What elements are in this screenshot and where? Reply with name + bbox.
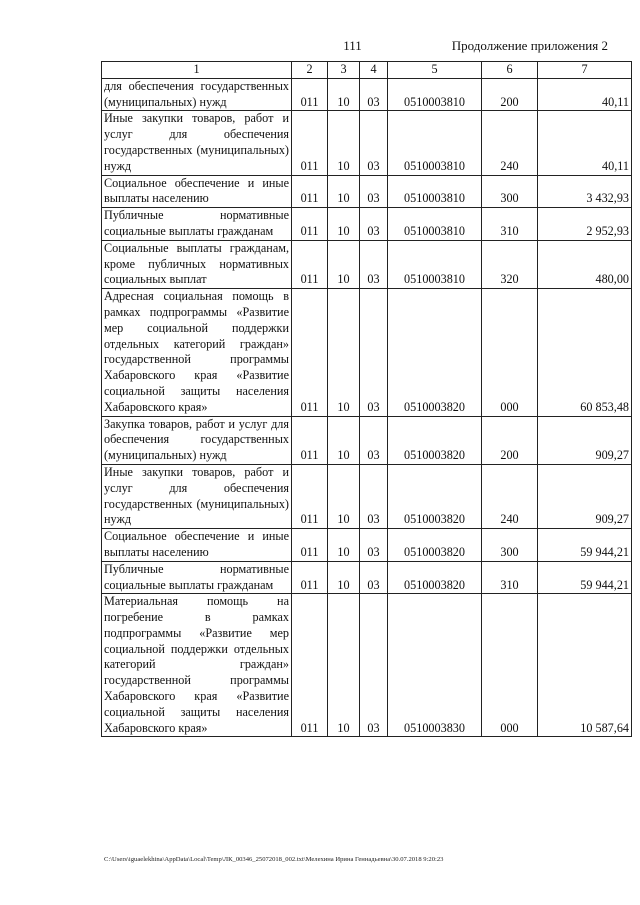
page-number: 111 — [343, 38, 362, 53]
column-header: 3 — [328, 62, 360, 79]
amount: 480,00 — [538, 240, 632, 288]
column-header: 4 — [360, 62, 388, 79]
expense-type-code: 000 — [482, 594, 538, 737]
ministry-code: 011 — [292, 240, 328, 288]
subsection-code: 03 — [360, 464, 388, 528]
section-code: 10 — [328, 464, 360, 528]
section-code: 10 — [328, 240, 360, 288]
target-article-code: 0510003810 — [388, 208, 482, 241]
subsection-code: 03 — [360, 561, 388, 594]
amount: 909,27 — [538, 464, 632, 528]
table-row — [102, 289, 632, 416]
section-code: 10 — [328, 111, 360, 175]
row-name: Публичные нормативные социальные выплаты гражданам — [102, 561, 292, 594]
row-name: Иные закупки товаров, работ и услуг для обеспечения государственных (муниципальных) нужд — [102, 111, 292, 175]
amount: 2 952,93 — [538, 208, 632, 241]
section-code: 10 — [328, 416, 360, 464]
amount: 60 853,48 — [538, 289, 632, 416]
table-row — [102, 111, 632, 175]
section-code: 10 — [328, 208, 360, 241]
table-row — [102, 529, 632, 562]
expense-type-code: 240 — [482, 111, 538, 175]
table-row — [102, 561, 632, 594]
continuation-label: Продолжение приложения 2 — [451, 38, 608, 53]
ministry-code: 011 — [292, 208, 328, 241]
target-article-code: 0510003820 — [388, 561, 482, 594]
expense-type-code: 300 — [482, 175, 538, 208]
row-name: Материальная помощь на погребение в рамках подпрограммы «Развитие мер социальной поддержки отдельных категорий граждан» государственной программы Хабаровского края «Развитие социальной защиты населения Хабаровского края» — [102, 594, 292, 737]
table-row — [102, 240, 632, 288]
amount: 909,27 — [538, 416, 632, 464]
ministry-code: 011 — [292, 111, 328, 175]
column-header: 2 — [292, 62, 328, 79]
target-article-code: 0510003820 — [388, 416, 482, 464]
table-row — [102, 416, 632, 464]
target-article-code: 0510003810 — [388, 78, 482, 111]
amount: 40,11 — [538, 78, 632, 111]
subsection-code: 03 — [360, 289, 388, 416]
table-row — [102, 208, 632, 241]
ministry-code: 011 — [292, 175, 328, 208]
subsection-code: 03 — [360, 208, 388, 241]
expense-type-code: 320 — [482, 240, 538, 288]
section-code: 10 — [328, 594, 360, 737]
amount: 10 587,64 — [538, 594, 632, 737]
subsection-code: 03 — [360, 240, 388, 288]
ministry-code: 011 — [292, 289, 328, 416]
amount: 40,11 — [538, 111, 632, 175]
column-number-row — [102, 62, 632, 79]
expense-type-code: 310 — [482, 561, 538, 594]
section-code: 10 — [328, 289, 360, 416]
table-row — [102, 78, 632, 111]
target-article-code: 0510003810 — [388, 111, 482, 175]
subsection-code: 03 — [360, 416, 388, 464]
subsection-code: 03 — [360, 78, 388, 111]
row-name: Адресная социальная помощь в рамках подпрограммы «Развитие мер социальной поддержки отдельных категорий граждан» государственной программы Хабаровского края «Развитие социальной защиты населения Хабаровского края» — [102, 289, 292, 416]
row-name: Социальные выплаты гражданам, кроме публичных нормативных социальных выплат — [102, 240, 292, 288]
expense-type-code: 240 — [482, 464, 538, 528]
ministry-code: 011 — [292, 529, 328, 562]
target-article-code: 0510003830 — [388, 594, 482, 737]
subsection-code: 03 — [360, 594, 388, 737]
row-name: Публичные нормативные социальные выплаты гражданам — [102, 208, 292, 241]
column-header: 1 — [102, 62, 292, 79]
amount: 59 944,21 — [538, 529, 632, 562]
section-code: 10 — [328, 561, 360, 594]
section-code: 10 — [328, 78, 360, 111]
ministry-code: 011 — [292, 416, 328, 464]
target-article-code: 0510003820 — [388, 289, 482, 416]
expense-type-code: 000 — [482, 289, 538, 416]
subsection-code: 03 — [360, 111, 388, 175]
table-row — [102, 175, 632, 208]
section-code: 10 — [328, 175, 360, 208]
column-header: 7 — [538, 62, 632, 79]
ministry-code: 011 — [292, 594, 328, 737]
table-row — [102, 464, 632, 528]
expense-type-code: 200 — [482, 78, 538, 111]
row-name: для обеспечения государственных (муниципальных) нужд — [102, 78, 292, 111]
expense-type-code: 300 — [482, 529, 538, 562]
expense-type-code: 200 — [482, 416, 538, 464]
row-name: Социальное обеспечение и иные выплаты населению — [102, 529, 292, 562]
target-article-code: 0510003810 — [388, 240, 482, 288]
expense-type-code: 310 — [482, 208, 538, 241]
row-name: Закупка товаров, работ и услуг для обеспечения государственных (муниципальных) нужд — [102, 416, 292, 464]
column-header: 5 — [388, 62, 482, 79]
amount: 3 432,93 — [538, 175, 632, 208]
footer-file-path: C:\Users\iguaelekhina\AppData\Local\Temp\ЛК_00346_25072018_002.txt\Мелехина Ирина Геннадьевна\30.07.2018 9:20:23 — [104, 856, 444, 863]
target-article-code: 0510003810 — [388, 175, 482, 208]
row-name: Социальное обеспечение и иные выплаты населению — [102, 175, 292, 208]
ministry-code: 011 — [292, 561, 328, 594]
ministry-code: 011 — [292, 78, 328, 111]
subsection-code: 03 — [360, 529, 388, 562]
column-header: 6 — [482, 62, 538, 79]
ministry-code: 011 — [292, 464, 328, 528]
table-row — [102, 594, 632, 737]
section-code: 10 — [328, 529, 360, 562]
target-article-code: 0510003820 — [388, 529, 482, 562]
subsection-code: 03 — [360, 175, 388, 208]
row-name: Иные закупки товаров, работ и услуг для обеспечения государственных (муниципальных) нужд — [102, 464, 292, 528]
budget-table — [101, 61, 632, 737]
amount: 59 944,21 — [538, 561, 632, 594]
target-article-code: 0510003820 — [388, 464, 482, 528]
